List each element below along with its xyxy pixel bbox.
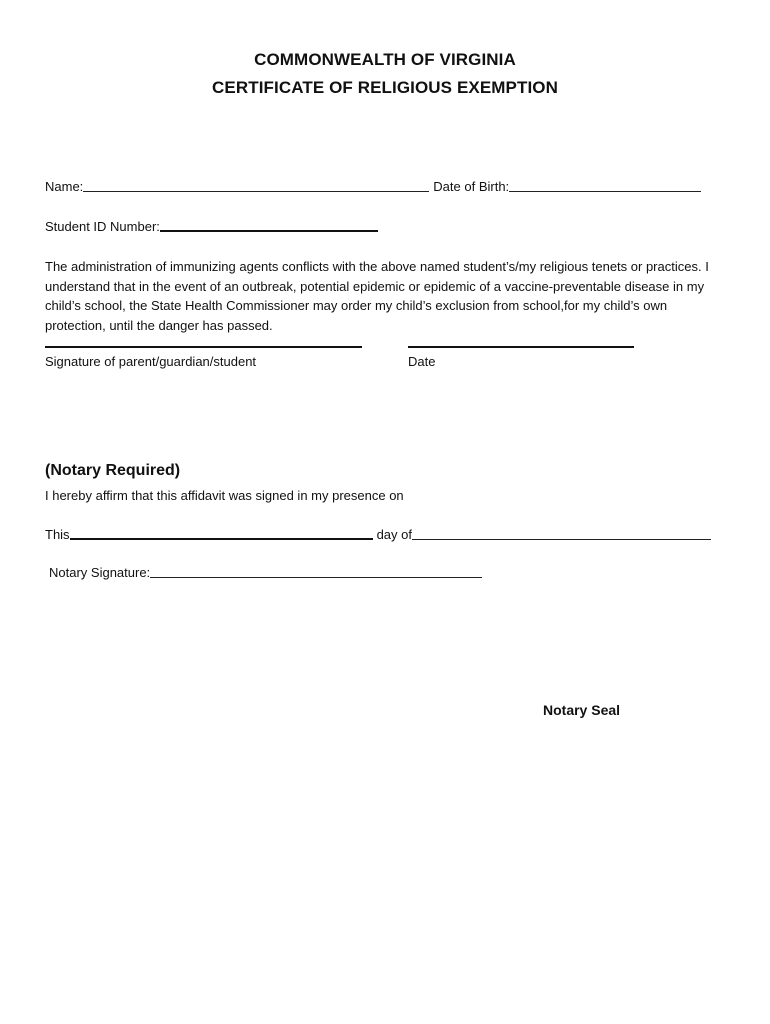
student-id-row [45, 218, 378, 234]
student-id-label: Student ID Number: [45, 219, 160, 234]
notary-heading: (Notary Required) [45, 462, 181, 479]
document-subtitle: CERTIFICATE OF RELIGIOUS EXEMPTION [212, 78, 558, 97]
student-id-field[interactable] [160, 218, 378, 232]
signature-date-line[interactable] [408, 346, 634, 348]
notary-date-row [45, 526, 711, 542]
day-of-label: day of [376, 527, 412, 542]
dob-label: Date of Birth: [433, 179, 510, 194]
notary-affirmation: I hereby affirm that this affidavit was signed in my presence on [45, 488, 404, 503]
notary-signature-field[interactable] [150, 565, 482, 578]
parent-signature-line[interactable] [45, 346, 362, 348]
document-title: COMMONWEALTH OF VIRGINIA [254, 50, 516, 69]
name-field[interactable] [83, 179, 429, 192]
day-field[interactable] [70, 526, 373, 540]
parent-signature-caption: Signature of parent/guardian/student [45, 354, 257, 369]
name-label: Name: [45, 179, 84, 194]
this-label: This [45, 527, 70, 542]
notary-signature-row [49, 565, 482, 580]
dob-field[interactable] [509, 179, 701, 192]
notary-seal-label: Notary Seal [543, 702, 621, 718]
name-dob-row [45, 179, 701, 194]
month-year-field[interactable] [412, 527, 711, 540]
exemption-statement: The administration of immunizing agents conflicts with the above named student’s/my religious tenets or practices. I understand that in the event of an outbreak, potential epidemic or epidemic of a vaccine-preventable disease in my child’s school, the State Health Commissioner may order my child’s exclusion from school,for my child’s own protection, until the danger has passed. [45, 259, 709, 333]
signature-date-caption: Date [408, 354, 436, 369]
notary-signature-label: Notary Signature: [49, 565, 151, 580]
